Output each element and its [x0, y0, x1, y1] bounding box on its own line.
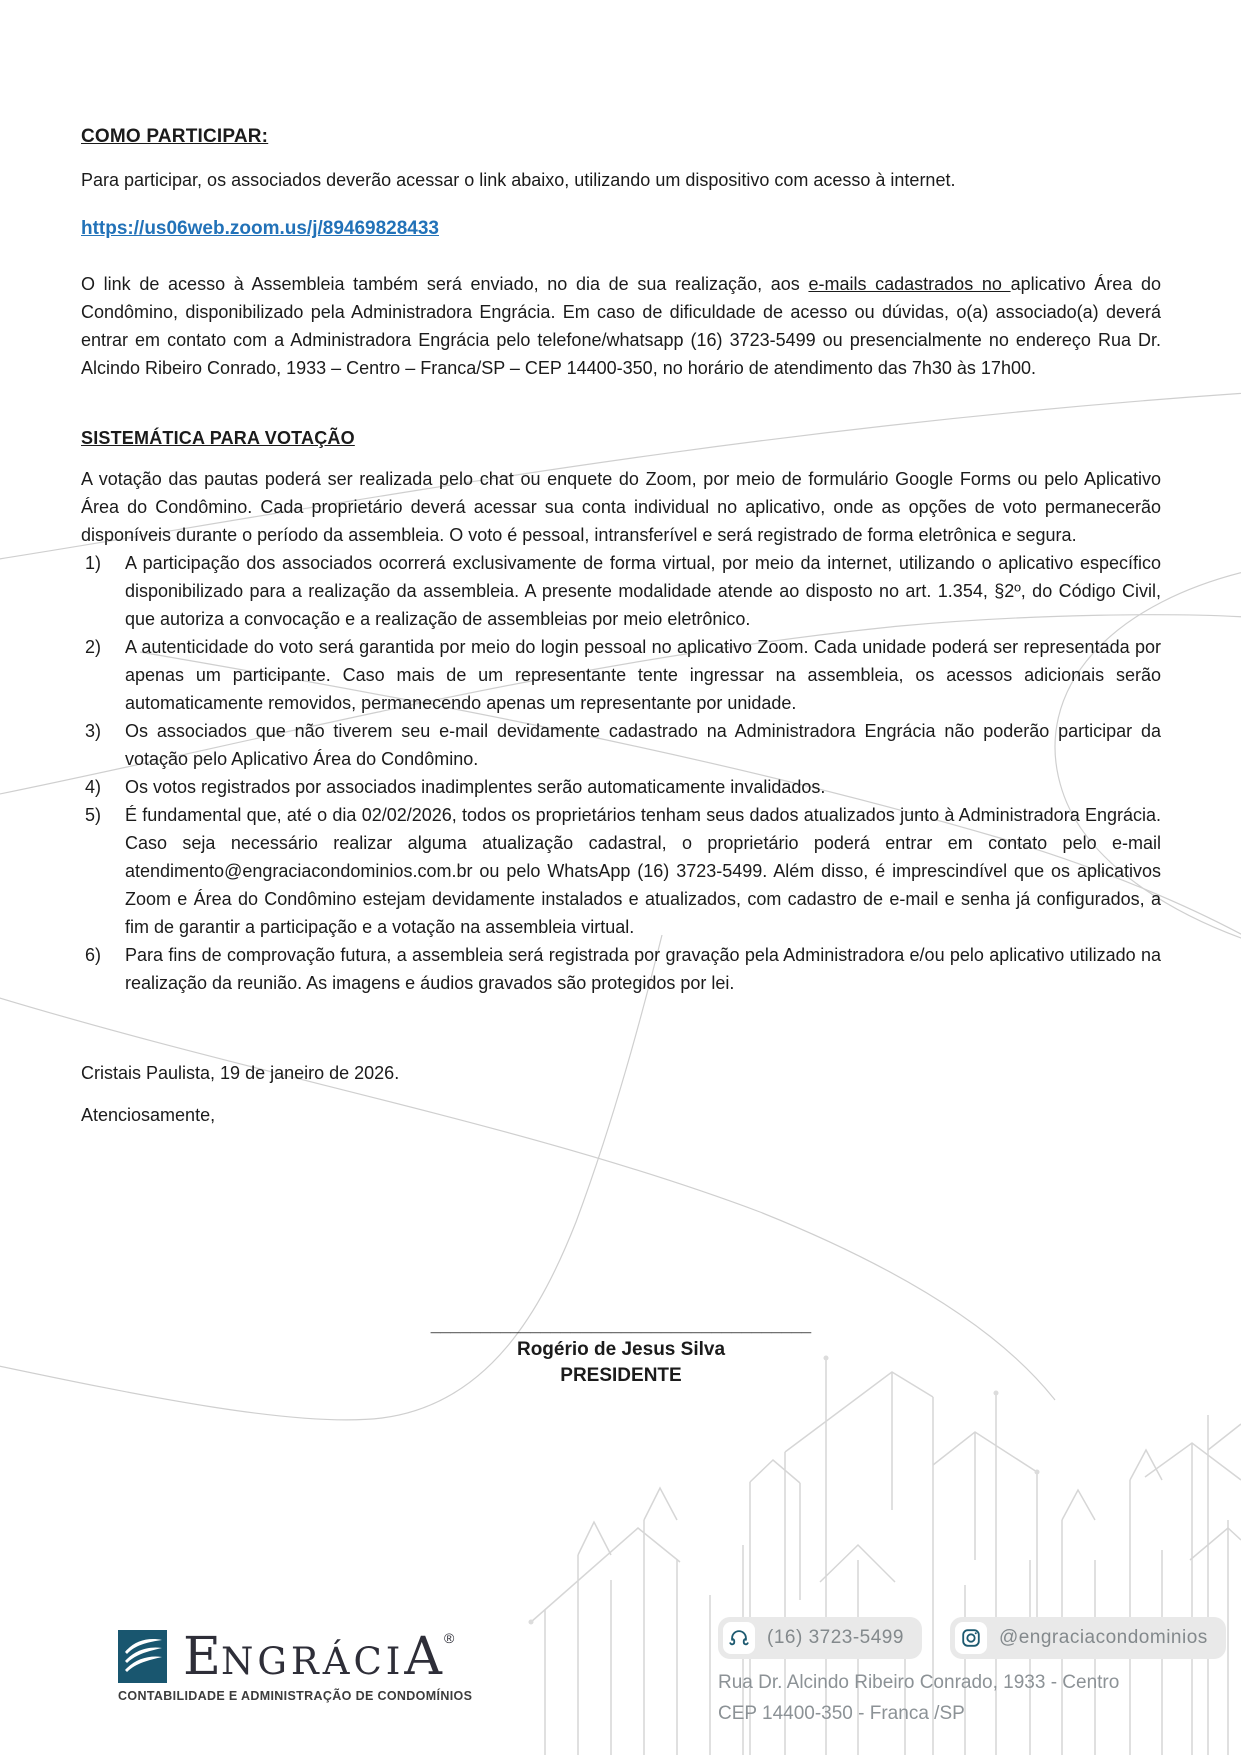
instagram-pill [950, 1617, 1226, 1659]
section-heading-sistematica-votacao: SISTEMÁTICA PARA VOTAÇÃO [81, 428, 355, 448]
list-item-number: 1) [85, 553, 102, 573]
instagram-handle: @engraciacondominios [998, 1627, 1208, 1648]
footer-contact [718, 1617, 1226, 1729]
list-item-number: 3) [85, 721, 102, 741]
list-item-text: A autenticidade do voto será garantida por meio do login pessoal no aplicativo Zoom. Cada unidade poderá ser representada por apenas um participante. Caso mais de um representante tente ingressar na assembleia, os acessos adicionais serão automaticamente removidos, permanecendo apenas um representante por unidade. [125, 637, 1161, 713]
salutation: Atenciosamente, [81, 1105, 216, 1125]
list-item [81, 941, 1161, 997]
list-item [81, 773, 1161, 801]
instagram-icon [955, 1622, 987, 1654]
list-item [81, 549, 1161, 633]
list-item [81, 801, 1161, 941]
logo-wave-icon [118, 1630, 167, 1683]
signatory-title: PRESIDENTE [560, 1365, 682, 1386]
access-details-before: O link de acesso à Assembleia também será enviado, no dia de sua realização, aos [81, 274, 809, 294]
brand-letter-last: A [404, 1627, 442, 1687]
registered-trademark-symbol: ® [443, 1630, 455, 1646]
zoom-meeting-link[interactable]: https://us06web.zoom.us/j/89469828433 [81, 218, 439, 239]
access-details-paragraph [81, 270, 1161, 382]
address-line-1: Rua Dr. Alcindo Ribeiro Conrado, 1933 - Centro [718, 1672, 1120, 1693]
list-item [81, 633, 1161, 717]
city-date-line: Cristais Paulista, 19 de janeiro de 2026. [81, 1063, 400, 1083]
signature-line: ______________________________________ [430, 1315, 812, 1335]
brand-wordmark [183, 1627, 455, 1687]
company-logo [118, 1627, 473, 1703]
access-details-after: aplicativo Área do Condômino, disponibilizado pela Administradora Engrácia. Em caso de dificuldade de acesso ou dúvidas, o(a) associado(a) deverá entrar em contato com a Administradora Engrácia pelo telefone/whatsapp (16) 3723-5499 ou presencialmente no endereço Rua Dr. Alcindo Ribeiro Conrado, 1933 – Centro – Franca/SP – CEP 14400-350, no horário de atendimento das 7h30 às 17h00. [81, 274, 1161, 378]
phone-pill [718, 1617, 922, 1659]
document-body [81, 126, 1161, 1389]
list-item-number: 2) [85, 637, 102, 657]
voting-intro-paragraph: A votação das pautas poderá ser realizada pelo chat ou enquete do Zoom, por meio de formulário Google Forms ou pelo Aplicativo Área do Condômino. Cada proprietário deverá acessar sua conta individual no aplicativo, onde as opções de voto permanecerão disponíveis durante o período da assembleia. O voto é pessoal, intransferível e será registrado de forma eletrônica e segura. [81, 469, 1161, 545]
access-details-underlined: e-mails cadastrados no [808, 274, 1011, 294]
list-item-text: Os associados que não tiverem seu e-mail devidamente cadastrado na Administradora Engrácia não poderão participar da votação pelo Aplicativo Área do Condômino. [125, 721, 1161, 769]
headset-icon [723, 1622, 755, 1654]
zoom-link-line [81, 218, 1161, 240]
skyline-dots [529, 1356, 1040, 1625]
voting-rules-list [81, 549, 1161, 997]
list-item-number: 6) [85, 945, 102, 965]
list-item-number: 5) [85, 805, 102, 825]
signatory-name: Rogério de Jesus Silva [516, 1339, 726, 1360]
section-heading-como-participar: COMO PARTICIPAR: [81, 126, 269, 147]
list-item-text: A participação dos associados ocorrerá exclusivamente de forma virtual, por meio da internet, utilizando o aplicativo específico disponibilizado para a realização da assembleia. A presente modalidade atende ao disposto no art. 1.354, §2º, do Código Civil, que autoriza a convocação e a realização de assembleias por meio eletrônico. [125, 553, 1161, 629]
list-item-number: 4) [85, 777, 102, 797]
company-tagline: CONTABILIDADE E ADMINISTRAÇÃO DE CONDOMÍNIOS [118, 1689, 473, 1703]
address-line-2: CEP 14400-350 - Franca /SP [718, 1703, 965, 1724]
list-item-text: Para fins de comprovação futura, a assembleia será registrada por gravação pela Administradora e/ou pelo aplicativo utilizado na realização da reunião. As imagens e áudios gravados são protegidos por lei. [125, 945, 1161, 993]
brand-letters-mid: NGRÁCI [220, 1640, 405, 1683]
signature-block [81, 1315, 1161, 1389]
brand-letter-first: E [183, 1627, 221, 1687]
list-item-text: Os votos registrados por associados inadimplentes serão automaticamente invalidados. [125, 777, 826, 797]
list-item-text: É fundamental que, até o dia 02/02/2026, todos os proprietários tenham seus dados atualizados junto à Administradora Engrácia. Caso seja necessário realizar alguma atualização cadastral, o proprietário poderá entrar em contato pelo e-mail atendimento@engraciacondominios.com.br ou pelo WhatsApp (16) 3723-5499. Além disso, é imprescindível que os aplicativos Zoom e Área do Condômino estejam devidamente instalados e atualizados, com cadastro de e-mail e senha já configurados, a fim de garantir a participação e a votação na assembleia virtual. [125, 805, 1161, 937]
participation-intro-paragraph: Para participar, os associados deverão acessar o link abaixo, utilizando um dispositivo com acesso à internet. [81, 170, 956, 190]
list-item [81, 717, 1161, 773]
phone-number: (16) 3723-5499 [767, 1627, 904, 1648]
